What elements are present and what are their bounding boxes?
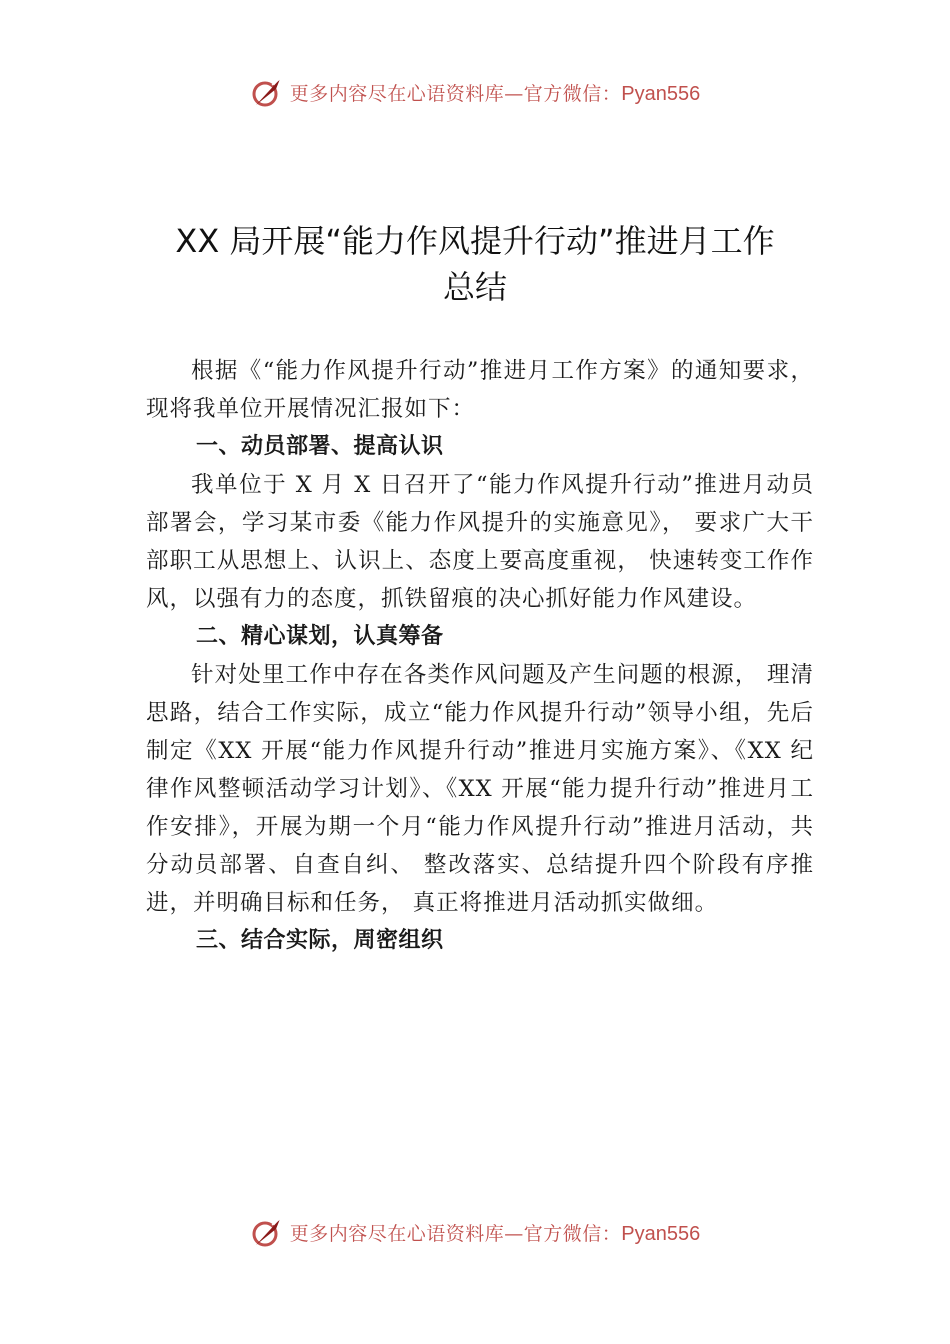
watermark-text: 更多内容尽在心语资料库—官方微信： xyxy=(289,82,622,105)
quill-logo-icon xyxy=(250,75,284,109)
section-body-1: 我单位于 X 月 X 日召开了“能力作风提升行动”推进月动员部署会，学习某市委《能力作风提升的实施意见》， 要求广大干部职工从思想上、认识上、态度上要高度重视， 快速转变工作作风，以强有力的态度，抓铁留痕的决心抓好能力作风建设。 xyxy=(146,472,814,612)
wechat-id: Pyan556 xyxy=(621,1222,701,1245)
section-heading-2: 二、精心谋划，认真筹备 xyxy=(196,624,444,649)
document-title xyxy=(120,218,830,310)
header-watermark xyxy=(0,72,950,112)
document-body xyxy=(146,352,814,960)
title-line-2: 总结 xyxy=(442,268,507,306)
footer-watermark xyxy=(0,1212,950,1252)
section-body-2: 针对处里工作中存在各类作风问题及产生问题的根源， 理清思路，结合工作实际，成立“能力作风提升行动”领导小组，先后制定《XX 开展“能力作风提升行动”推进月实施方案》、《XX 纪律作风整顿活动学习计划》、《XX 开展“能力提升行动”推进月工作安排》，开展为期一个月“能力作风提升行动”推进月活动，共分动员部署、自查自纠、 整改落实、总结提升四个阶段有序推进，并明确目标和任务， 真正将推进月活动抓实做细。 xyxy=(146,662,814,916)
intro-paragraph: 根据《“能力作风提升行动”推进月工作方案》的通知要求，现将我单位开展情况汇报如下： xyxy=(146,358,814,422)
section-heading-3: 三、结合实际，周密组织 xyxy=(196,928,444,953)
quill-logo-icon xyxy=(250,1215,284,1249)
section-heading-1: 一、动员部署、提高认识 xyxy=(196,434,444,459)
wechat-id: Pyan556 xyxy=(621,82,701,105)
title-line-1: XX 局开展“能力作风提升行动”推进月工作 xyxy=(175,222,775,260)
watermark-text: 更多内容尽在心语资料库—官方微信： xyxy=(289,1222,622,1245)
